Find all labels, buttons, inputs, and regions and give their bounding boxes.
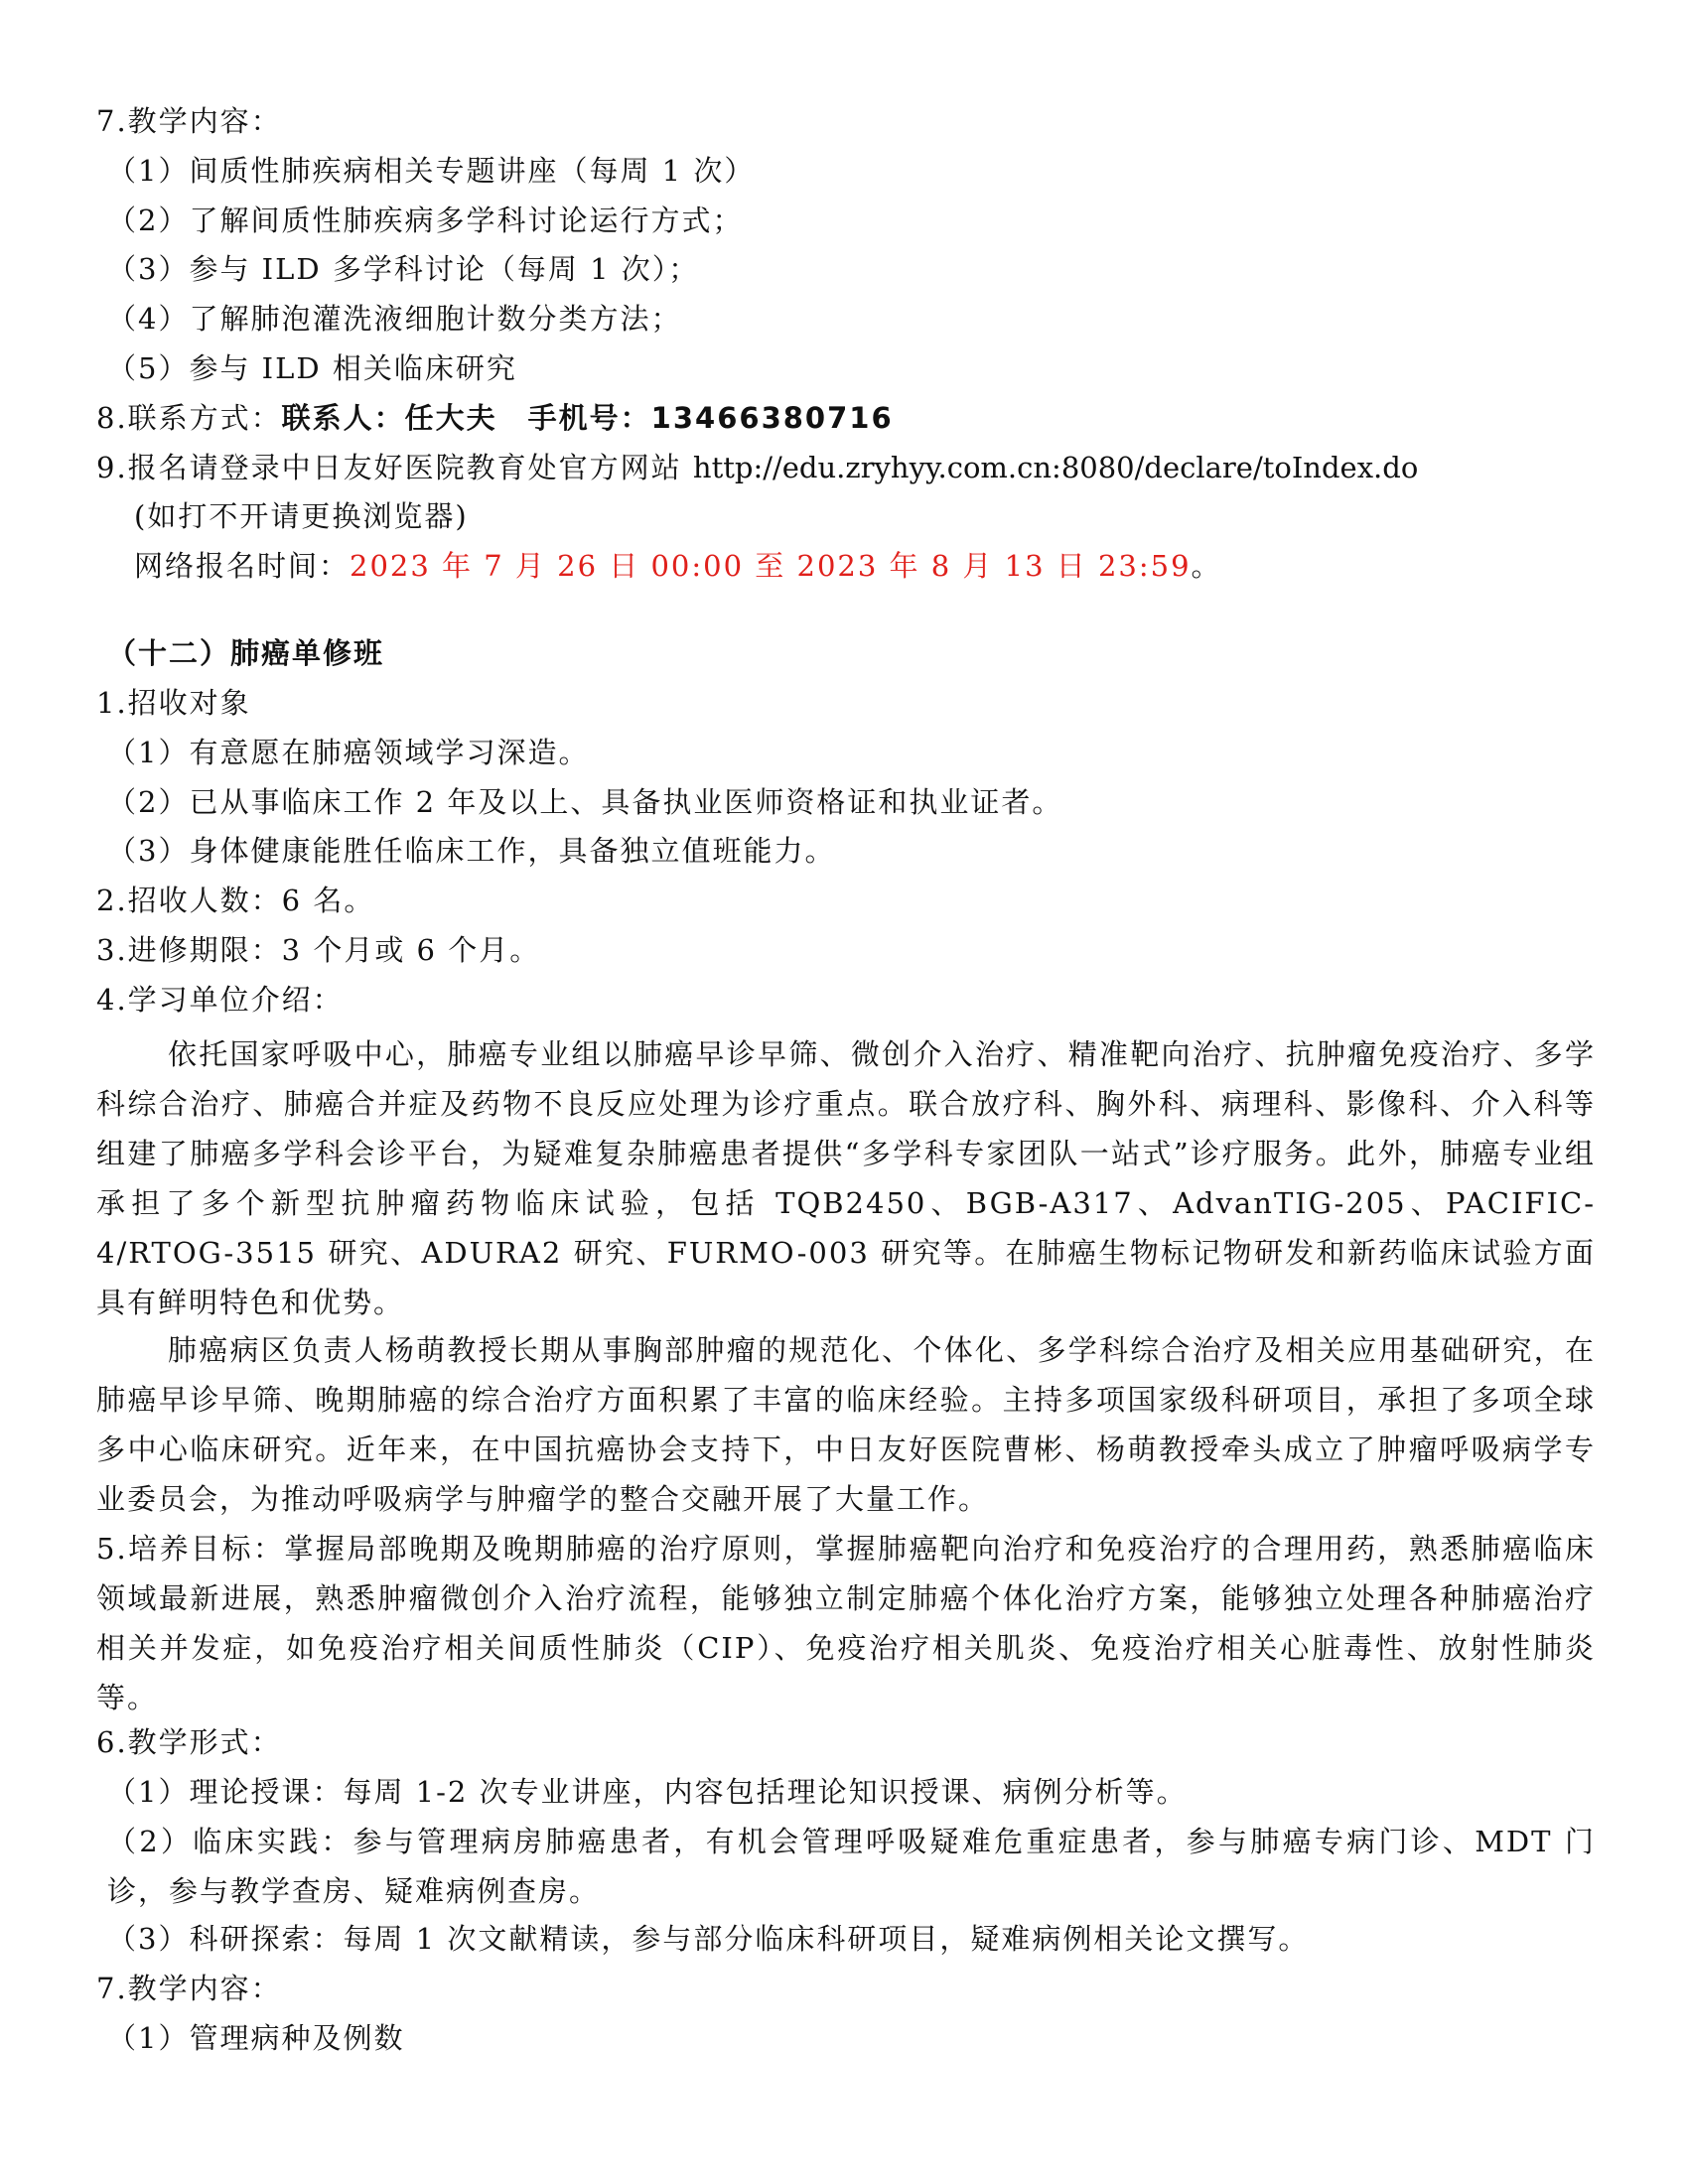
teaching-content-item-2: （2）了解间质性肺疾病多学科讨论运行方式；: [107, 204, 744, 237]
signup-time-line: [134, 546, 1222, 586]
recruit-heading: 1.招收对象: [96, 686, 251, 720]
signup-label: 9.报名请登录中日友好医院教育处官方网站: [96, 451, 693, 484]
contact-person-phone: 联系人：任大夫 手机号：13466380716: [281, 401, 894, 435]
teaching-content-item-4: （4）了解肺泡灌洗液细胞计数分类方法；: [107, 302, 682, 336]
unit-intro-paragraph-1: 依托国家呼吸中心，肺癌专业组以肺癌早诊早筛、微创介入治疗、精准靶向治疗、抗肿瘤免疫治疗、多学科综合治疗、肺癌合并症及药物不良反应处理为诊疗重点。联合放疗科、胸外科、病理科、影像科、介入科等组建了肺癌多学科会诊平台，为疑难复杂肺癌患者提供“多学科专家团队一站式”诊疗服务。此外，肺癌专业组承担了多个新型抗肿瘤药物临床试验，包括 TQB2450、BGB-A317、AdvanTIG-205、PACIFIC-4/RTOG-3515 研究、ADURA2 研究、FURMO-003 研究等。在肺癌生物标记物研发和新药临床试验方面具有鲜明特色和优势。: [96, 1037, 1596, 1319]
unit-intro-heading: 4.学习单位介绍：: [96, 983, 344, 1017]
signup-line: [96, 448, 1418, 487]
teaching-content-heading-12: 7.教学内容：: [96, 1972, 282, 2005]
contact-line: [96, 398, 894, 438]
teaching-form-item-3: （3）科研探索：每周 1 次文献精读，参与部分临床科研项目，疑难病例相关论文撰写。: [107, 1922, 1310, 1956]
signup-url-link[interactable]: http://edu.zryhyy.com.cn:8080/declare/toIndex.do: [692, 451, 1419, 484]
recruit-item-3: （3）身体健康能胜任临床工作，具备独立值班能力。: [107, 834, 836, 868]
teaching-form-item-1: （1）理论授课：每周 1-2 次专业讲座，内容包括理论知识授课、病例分析等。: [107, 1775, 1188, 1809]
unit-intro-paragraph-2: 肺癌病区负责人杨萌教授长期从事胸部肿瘤的规范化、个体化、多学科综合治疗及相关应用基础研究，在肺癌早诊早筛、晚期肺癌的综合治疗方面积累了丰富的临床经验。主持多项国家级科研项目，承担了多项全球多中心临床研究。近年来，在中国抗癌协会支持下，中日友好医院曹彬、杨萌教授牵头成立了肿瘤呼吸病学专业委员会，为推动呼吸病学与肿瘤学的整合交融开展了大量工作。: [96, 1333, 1596, 1516]
section-12-title: （十二）肺癌单修班: [107, 636, 385, 670]
signup-browser-note: (如打不开请更换浏览器): [134, 499, 469, 533]
teaching-content-item-3: （3）参与 ILD 多学科讨论（每周 1 次）；: [107, 252, 700, 286]
signup-time-end: 。: [1191, 549, 1222, 583]
recruit-count: 2.招收人数：6 名。: [96, 884, 375, 917]
contact-label: 8.联系方式：: [96, 401, 282, 435]
teaching-content-item-5: （5）参与 ILD 相关临床研究: [107, 351, 517, 385]
teaching-content-item-1: （1）间质性肺疾病相关专题讲座（每周 1 次）: [107, 154, 756, 188]
training-goal-paragraph: 5.培养目标：掌握局部晚期及晚期肺癌的治疗原则，掌握肺癌靶向治疗和免疫治疗的合理用药，熟悉肺癌临床领域最新进展，熟悉肿瘤微创介入治疗流程，能够独立制定肺癌个体化治疗方案，能够独立处理各种肺癌治疗相关并发症，如免疫治疗相关间质性肺炎（CIP）、免疫治疗相关肌炎、免疫治疗相关心脏毒性、放射性肺炎等。: [96, 1532, 1596, 1714]
signup-time-value: 2023 年 7 月 26 日 00:00 至 2023 年 8 月 13 日 23:59: [350, 549, 1192, 583]
signup-time-label: 网络报名时间：: [134, 549, 351, 583]
study-period: 3.进修期限：3 个月或 6 个月。: [96, 933, 541, 967]
teaching-content-item-12-1: （1）管理病种及例数: [107, 2021, 405, 2055]
recruit-item-1: （1）有意愿在肺癌领域学习深造。: [107, 736, 590, 769]
teaching-content-heading: 7.教学内容：: [96, 104, 282, 138]
teaching-form-heading: 6.教学形式：: [96, 1725, 282, 1759]
recruit-item-2: （2）已从事临床工作 2 年及以上、具备执业医师资格证和执业证者。: [107, 785, 1063, 819]
teaching-form-item-2: （2）临床实践：参与管理病房肺癌患者，有机会管理呼吸疑难危重症患者，参与肺癌专病门诊、MDT 门诊，参与教学查房、疑难病例查房。: [107, 1825, 1596, 1908]
